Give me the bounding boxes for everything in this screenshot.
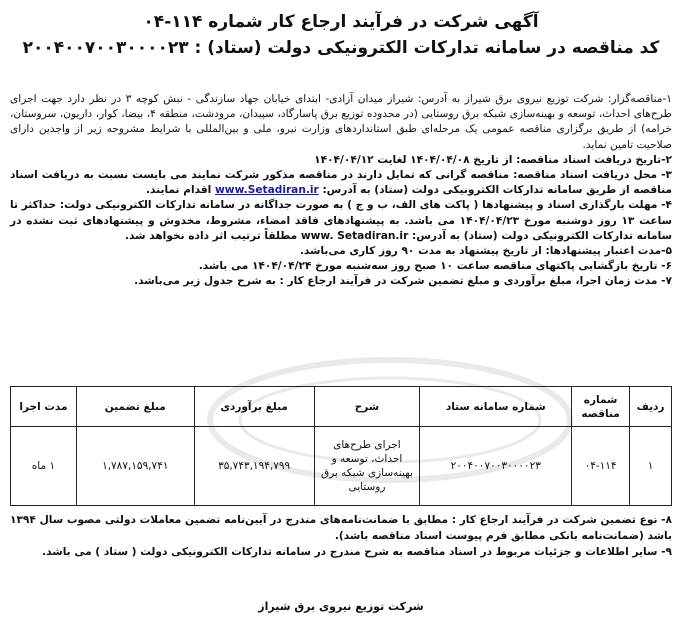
setadiran-link-2[interactable]: www. Setadiran.ir: [300, 229, 409, 242]
item-8-guarantee-type: ۸- نوع تضمین شرکت در فرآیند ارجاع کار : مطابق با ضمانت‌نامه‌های مندرج در آیین‌نامه تضمین معاملات دولتی مصوب سال ۱۳۹۴ باشد (ضمانت‌نامه بانکی مطابق فرم پیوست اسناد مناقصه باشد).: [10, 514, 672, 542]
cell-row-no: ۱: [630, 427, 672, 506]
col-header-estimate: مبلغ برآوردی: [194, 387, 314, 427]
table-header-row: [11, 387, 672, 427]
col-header-guarantee: مبلغ تضمین: [76, 387, 194, 427]
tender-table: [10, 386, 672, 506]
notice-footer: [10, 512, 672, 560]
cell-guarantee: ۱,۷۸۷,۱۵۹,۷۴۱: [76, 427, 194, 506]
cell-duration: ۱ ماه: [11, 427, 77, 506]
cell-estimate: ۳۵,۷۴۳,۱۹۴,۷۹۹: [194, 427, 314, 506]
item-2-receive-date: ۲-تاریخ دریافت اسناد مناقصه: از تاریخ ۱۴۰۴/۰۴/۰۸ لغایت ۱۴۰۴/۰۴/۱۲: [314, 153, 672, 166]
item-3-receive-location: [10, 168, 672, 198]
notice-items: [10, 92, 672, 290]
notice-title: آگهی شرکت در فرآیند ارجاع کار شماره ۱۱۴-۰۴: [143, 12, 539, 32]
item-7-schedule: ۷- مدت زمان اجرا، مبلغ برآوردی و مبلغ تضمین شرکت در فرآیند ارجاع کار : به شرح جدول زیر می‌باشد.: [134, 275, 672, 288]
item-9-other-info: ۹- سایر اطلاعات و جزئیات مربوط در اسناد مناقصه به شرح مندرج در سامانه تدارکات الکترونیکی دولت ( ستاد ) می باشد.: [42, 546, 672, 558]
item-5-validity: ۵-مدت اعتبار پیشنهادها: از تاریخ پیشنهاد به مدت ۹۰ روز کاری می‌باشد.: [299, 245, 672, 258]
cell-description: اجرای طرح‌های احداث، توسعه و بهینه‌سازی شبکه برق روستایی: [314, 427, 420, 506]
col-header-row-no: ردیف: [630, 387, 672, 427]
item-4-text-end: مطلقاً ترتیب اثر داده نخواهد شد.: [124, 229, 301, 242]
tender-code-title: کد مناقصه در سامانه تدارکات الکترونیکی دولت (ستاد) : ۲۰۰۴۰۰۷۰۰۳۰۰۰۰۲۳: [22, 38, 660, 58]
table-row: [11, 427, 672, 506]
item-3-text-end: اقدام نمایند.: [146, 184, 215, 197]
item-4-upload-deadline: [10, 198, 672, 244]
item-4-text: ۴- مهلت بارگذاری اسناد و پیشنهادها ( پاکت های الف، ب و ج ) به صورت جداگانه در سامانه تدارکات الکترونیکی دولت: حداکثر تا ساعت ۱۳ روز دوشنبه مورخ ۱۴۰۴/۰۴/۲۳ می باشد. به پیشنهادهای فاقد امضاء، مشروط، مخدوش و پیشنهادهای ثبت نشده در سامانه تدارکات الکترونیکی دولت (ستاد) به آدرس:: [10, 199, 672, 242]
setadiran-link-1[interactable]: www.Setadiran.ir: [215, 184, 319, 197]
col-header-description: شرح: [314, 387, 420, 427]
col-header-duration: مدت اجرا: [11, 387, 77, 427]
company-signature: شرکت توزیع نیروی برق شیراز: [258, 600, 424, 613]
item-3-text: ۳- محل دریافت اسناد مناقصه: مناقصه گرانی که تمایل دارند در مناقصه مذکور شرکت نمایند می بایست نسبت به دریافت اسناد مناقصه از طریق سامانه تدارکات الکترونیکی دولت (ستاد) به آدرس:: [10, 169, 672, 197]
item-1-tenderer: ۱-مناقصه‌گزار: شرکت توزیع نیروی برق شیراز به آدرس: شیراز میدان آزادی- ابتدای خیابان جهاد سازندگی - نبش کوچه ۳ در نظر دارد جهت اجرای طرح‌های احداث، توسعه و بهینه‌سازی شبکه برق روستایی (در محدوده توزیع برق پاسارگاد، سپیدان، مرودشت، منطقه ۴، بیضا، کوار، داریون، سروستان، خرامه) از طریق برگزاری مناقصه عمومی یک مرحله‌ای طبق استانداردهای وزارت نیرو، ملی و بین‌المللی با شرایط مشروحه زیر از واجدین دارای صلاحیت تامین نماید.: [10, 93, 672, 151]
item-6-opening-date: ۶- تاریخ بازگشایی پاکتهای مناقصه ساعت ۱۰ صبح روز سه‌شنبه مورخ ۱۴۰۴/۰۴/۲۴ می باشد.: [198, 260, 672, 273]
cell-setad-no: ۲۰۰۴۰۰۷۰۰۳۰۰۰۰۲۳: [420, 427, 572, 506]
col-header-setad-no: شماره سامانه ستاد: [420, 387, 572, 427]
col-header-tender-no: شماره مناقصه: [572, 387, 630, 427]
cell-tender-no: ۰۴-۱۱۴: [572, 427, 630, 506]
